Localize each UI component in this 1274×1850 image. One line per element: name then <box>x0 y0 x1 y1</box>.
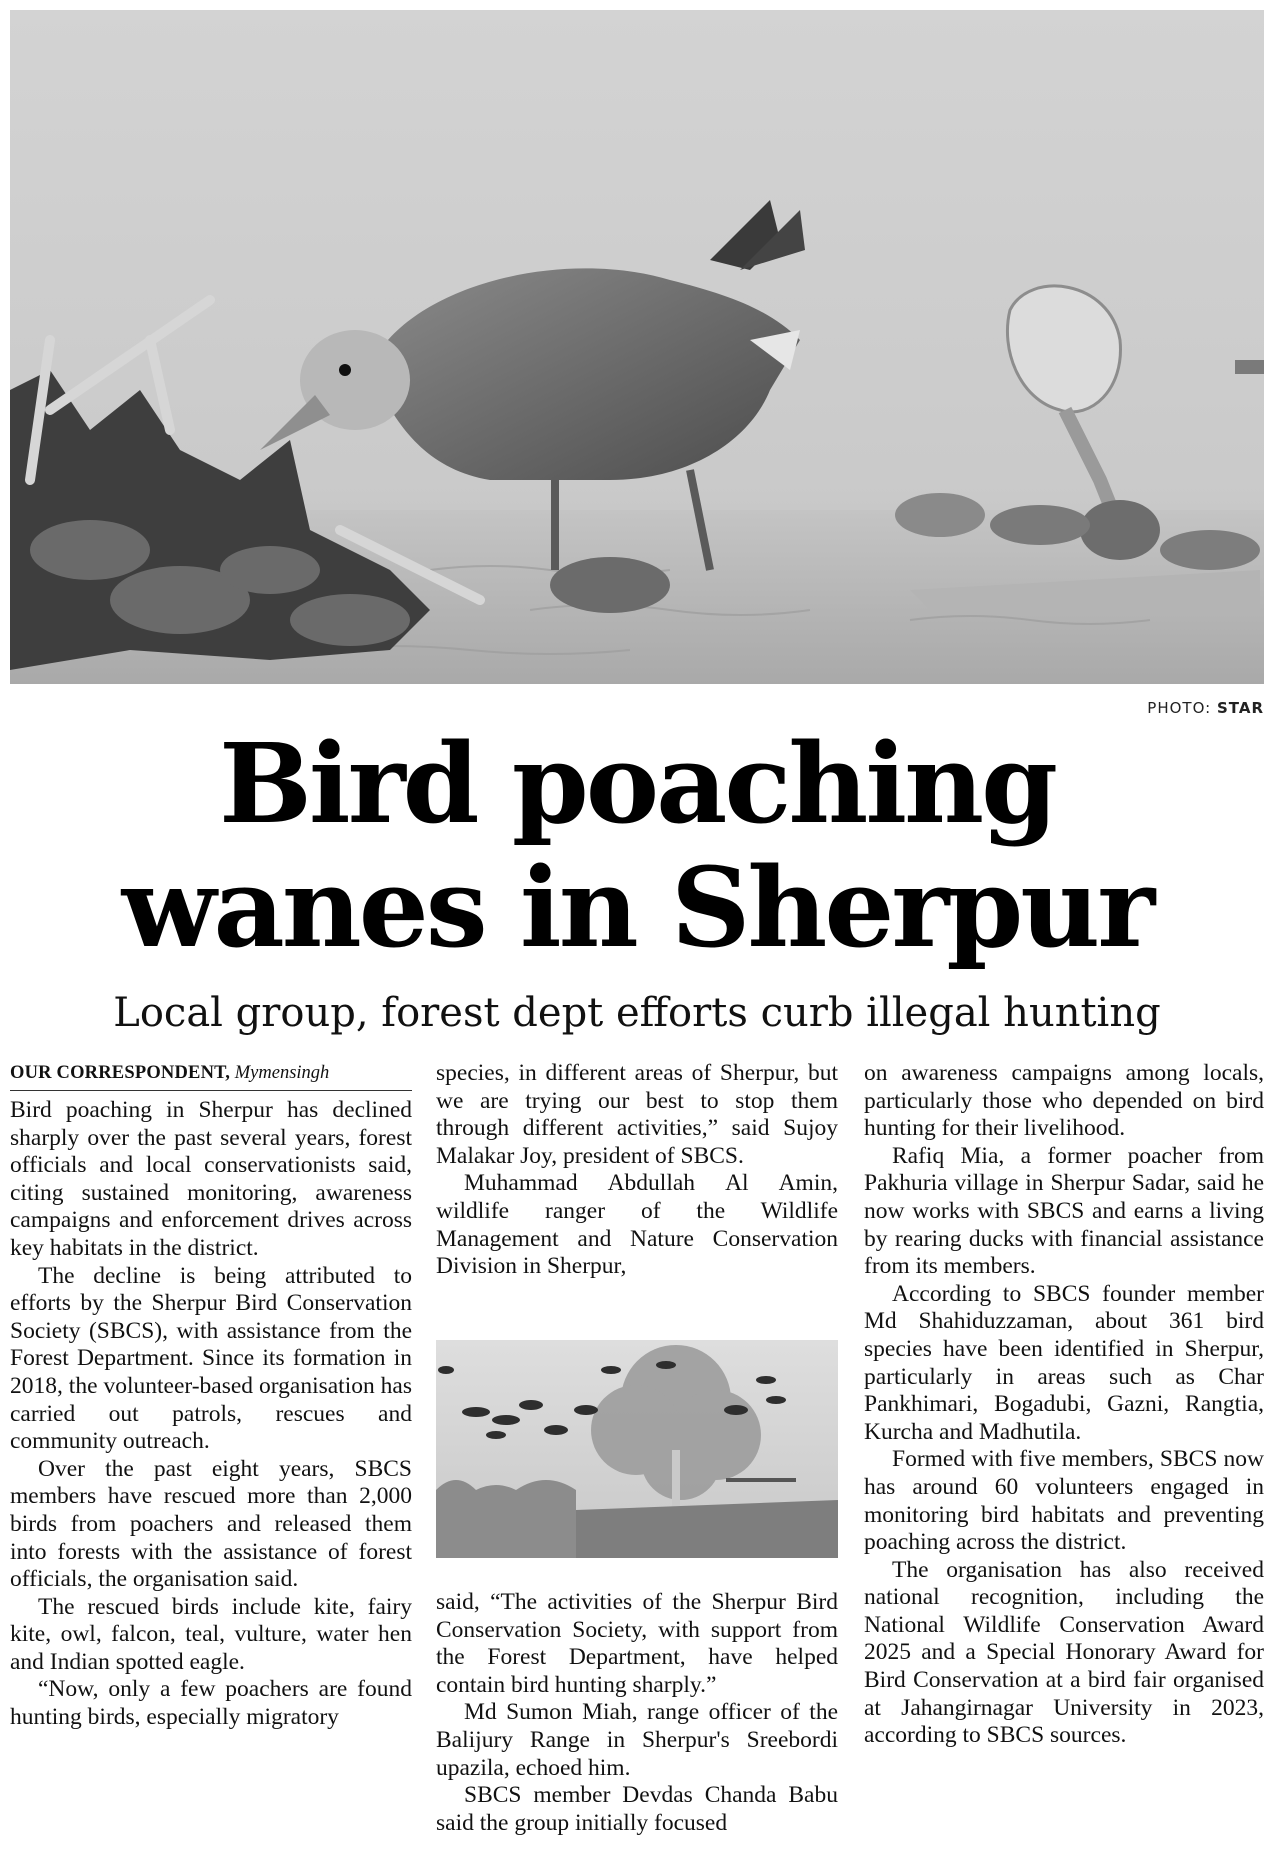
paragraph: SBCS member Devdas Chanda Babu said the group initially focused <box>436 1782 838 1836</box>
headline-line-2: wanes in Sherpur <box>121 843 1153 972</box>
paragraph: on awareness campaigns among locals, particularly those who depended on bird hunting for their livelihood. <box>864 1060 1264 1142</box>
byline <box>10 1060 412 1091</box>
headline <box>0 719 1274 972</box>
subheadline: Local group, forest dept efforts curb illegal hunting <box>113 990 1161 1036</box>
paragraph: said, “The activities of the Sherpur Bird Conservation Society, with support from the Forest Department, have helped contain bird hunting sharply.” <box>436 1589 838 1698</box>
paragraph: The decline is being attributed to efforts by the Sherpur Bird Conservation Society (SBCS), with assistance from the Forest Department. Since its formation in 2018, the volunteer-based organisation has carried out patrols, rescues and community outreach. <box>10 1262 412 1455</box>
hero-photo <box>10 10 1264 684</box>
paragraph: “Now, only a few poachers are found hunting birds, especially migratory <box>10 1676 412 1731</box>
hero-photo-drawing <box>10 10 1264 684</box>
inset-photo <box>436 1340 838 1558</box>
photo-credit-label: PHOTO: <box>1147 699 1212 717</box>
byline-author: OUR CORRESPONDENT, <box>10 1063 231 1083</box>
paragraph: According to SBCS founder member Md Shahiduzzaman, about 361 bird species have been identified in Sherpur, particularly in areas such as Char Pankhimari, Bogadubi, Gazni, Rangtia, Kurcha and Madhutila. <box>864 1280 1264 1445</box>
headline-line-1: Bird poaching <box>218 719 1056 848</box>
photo-credit <box>1147 699 1264 717</box>
paragraph: The organisation has also received national recognition, including the National Wildlife Conservation Award 2025 and a Special Honorary Award for Bird Conservation at a bird fair organised at Jahangirnagar University in 2023, according to SBCS sources. <box>864 1556 1264 1749</box>
paragraph: Md Sumon Miah, range officer of the Balijury Range in Sherpur's Sreebordi upazila, echoed him. <box>436 1699 838 1781</box>
paragraph: The rescued birds include kite, fairy kite, owl, falcon, teal, vulture, water hen and Indian spotted eagle. <box>10 1593 412 1675</box>
paragraph: Bird poaching in Sherpur has declined sharply over the past several years, forest officials and local conservationists said, citing sustained monitoring, awareness campaigns and enforcement drives across key habitats in the district. <box>10 1097 412 1261</box>
paragraph: Over the past eight years, SBCS members have rescued more than 2,000 birds from poachers and released them into forests with the assistance of forest officials, the organisation said. <box>10 1455 412 1593</box>
paragraph: species, in different areas of Sherpur, but we are trying our best to stop them through different activities,” said Sujoy Malakar Joy, president of SBCS. <box>436 1060 838 1169</box>
byline-location: Mymensingh <box>234 1063 330 1083</box>
photo-credit-source: STAR <box>1216 699 1264 717</box>
article-column-3 <box>864 1060 1264 1750</box>
article-column-2-continued <box>436 1589 838 1837</box>
paragraph: Formed with five members, SBCS now has around 60 volunteers engaged in monitoring bird habitats and preventing poaching across the district. <box>864 1446 1264 1556</box>
inset-photo-drawing <box>436 1340 838 1558</box>
article-column-1 <box>10 1060 412 1732</box>
paragraph: Muhammad Abdullah Al Amin, wildlife ranger of the Wildlife Management and Nature Conservation Division in Sherpur, <box>436 1170 838 1280</box>
paragraph: Rafiq Mia, a former poacher from Pakhuria village in Sherpur Sadar, said he now works with SBCS and earns a living by rearing ducks with financial assistance from its members. <box>864 1142 1264 1280</box>
article-column-2 <box>436 1060 838 1281</box>
